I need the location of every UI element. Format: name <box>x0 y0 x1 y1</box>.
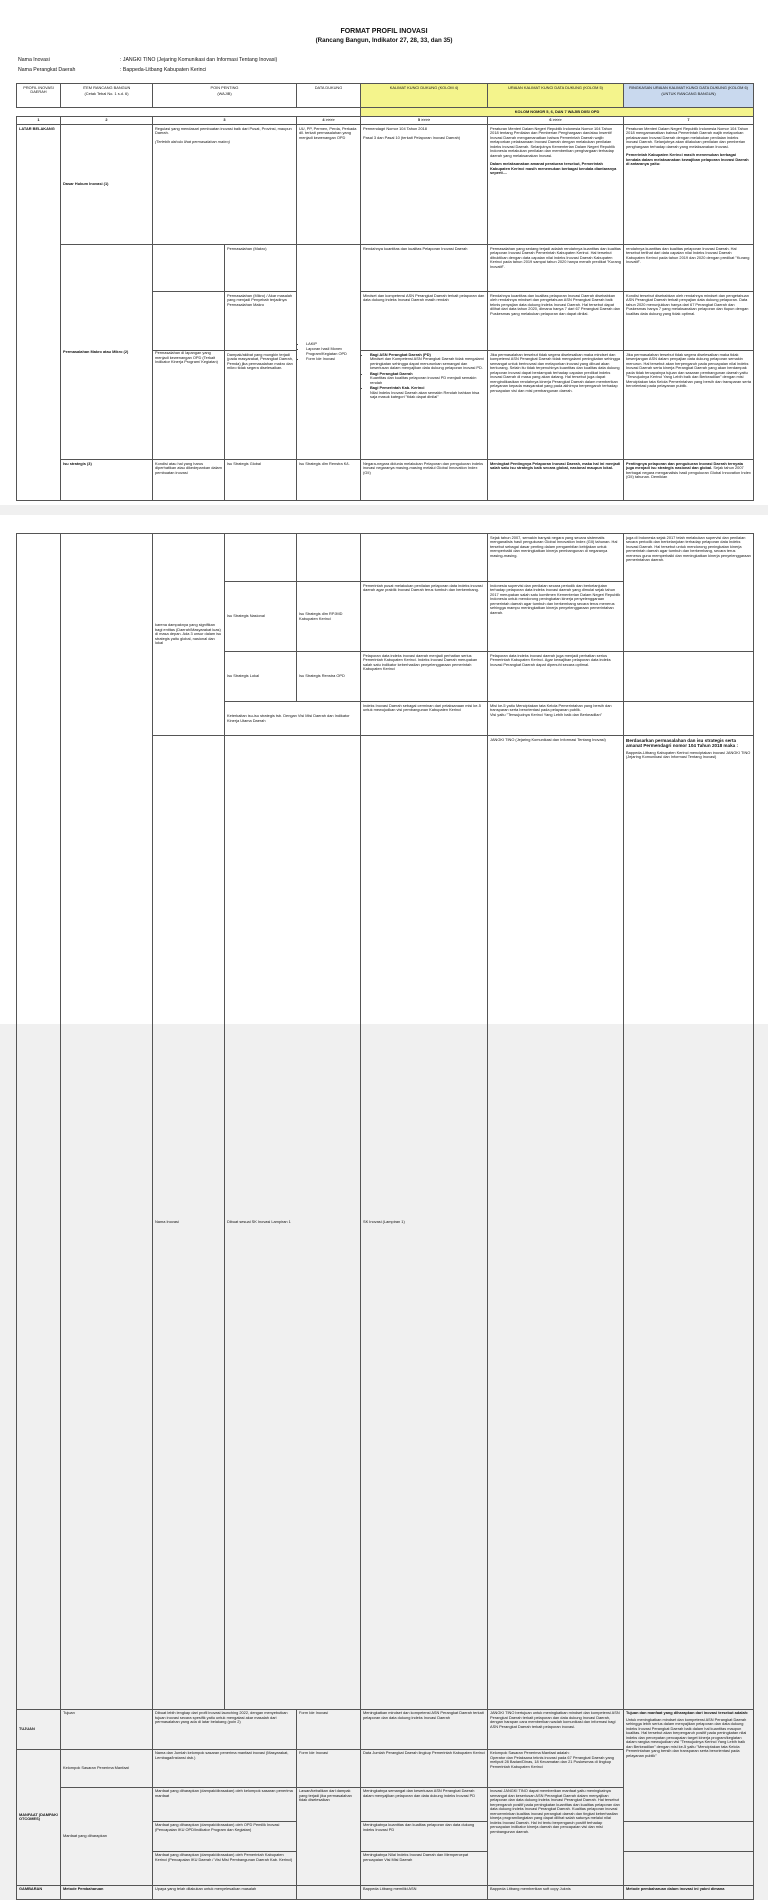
col-number: 6 >>>> <box>488 116 624 125</box>
col-header-ringkasan <box>624 84 754 108</box>
profil-inovasi-table-continued <box>16 533 754 1900</box>
uraian-global-continued: Sejak tahun 2007, semakin banyak negara yang secara sistematis menganalisis hasil pengukuran Global Innovation Index (GII) tahunan. Hal tersebut sebagai dasar penting dalam pengambilan kebijakan untuk memperbaiki dan meningkatkan kinerja pembangunan di negaranya masing-masing. <box>488 534 624 582</box>
kalimat-kunci-manfaat-2: Meningkatnya kuantitas dan kualitas pelaporan dan data dukung indeks Inovasi PD <box>361 1821 488 1851</box>
isu-poin-continued: karena dampaknya yang signifikan bagi entitas (Daerah/Masyarakat luas) di masa depan. Ada 3 unsur dalam isu strategis yaitu global, nasional dan lokal <box>153 534 225 736</box>
document-page-1 <box>0 0 768 505</box>
list-item: • Laporan hasil Monev Program/Kegiatan OPD <box>306 347 358 356</box>
empty-cell <box>17 108 361 117</box>
uraian-dampak: Jika permasalahan tersebut tidak segera diselesaikan maka mindset dan kompetensi ASN Perangkat Daerah tidak mengalami peningkatan sehingga semangat untuk berinovasi dan melaporkan inovasi yang dibuat akan berkurang. Selain itu tidak terpenuhinya kuantitas dan kualitas data dukung pelaporan inovasi dapat berdampak terhadap capaian predikat indeks Inovasi Daerah di masa yang akan datang. Hal tersebut juga dapat mengindikasikan rendahnya kinerja Perangkat Daerah dalam memberikan pelayanan kepada masyarakat yang pada akhirnya berpengaruh terhadap pencapaian visi dan misi pembangunan daerah. <box>488 351 624 460</box>
isu-global-name: Isu Strategis Global <box>225 460 297 500</box>
table-row <box>17 1885 754 1899</box>
empty-cell <box>297 1885 361 1899</box>
data-dukung-permasalahan <box>297 245 361 460</box>
data-dukung-isu-global: Isu Strategis dlm Renstra K/L <box>297 460 361 501</box>
kolom-note-row <box>17 108 754 117</box>
ringkasan-text: Sejak tahun 2007 berbagai negara menganalisis hasil pengukuran Global Innovation Index (GII) tahunan. Demikian <box>626 465 751 479</box>
ringkasan-tujuan <box>624 1709 754 1821</box>
permasalahan-makro-name: Permasalahan (Makro) <box>225 245 297 291</box>
isu-nasional-name: Isu Strategis Nasional <box>225 582 297 652</box>
col-number: 1 <box>17 116 61 125</box>
empty-cell <box>17 534 61 1710</box>
dampak-list <box>363 353 485 400</box>
poin-isu-global <box>153 460 297 501</box>
ringkasan-global-continued: juga di Indonesia sejak 2017 telah melakukan supervisi dan penilaian secara periodik dan berkelanjutan terhadap pelaporan data Indeks Inovasi Daerah. Hal tersebut untuk mendorong peningkatan kinerja pemerintah daerah agar tumbuh dan berkembang, secara terus menerus guna memperbaiki dan meningkatkan kinerja penyelenggaraan pemerintahan daerah. <box>624 534 754 652</box>
empty-cell <box>624 702 754 736</box>
dampak-title: Bagi Perangkat Daerah <box>370 370 413 376</box>
col-header-item-text: ITEM RANCANG BANGUN <box>82 84 131 90</box>
col-header-data-dukung: DATA DUKUNG <box>297 84 361 108</box>
col-header-poin <box>153 84 297 108</box>
uraian-keterkaitan: Misi ke-5 yaitu Menciptakan tata Kelola Pemerintahan yang bersih dan transparan serta berorientasi pada pelayanan publik. Visi yaitu "Terwujudnya Kerinci Yang Lebih baik dan Berkeadilan" <box>488 702 624 736</box>
kalimat-kunci-nama: JANGKI TINO (Jejaring Komunikasi dan Informasi Tentang Inovasi) <box>488 736 624 1710</box>
item-metode-pembaharuan: Metode Pembaharuan <box>61 1885 153 1899</box>
kalimat-kunci-nasional: Pemerintah pusat melakukan penilaian pelaporan data indeks inovasi daerah agar praktik Inovasi Daerah terus tumbuh dan berkembang. <box>361 582 488 652</box>
empty-cell <box>624 1851 754 1885</box>
meta-value: : Bappeda-Litbang Kabupaten Kerinci <box>120 67 207 73</box>
item-kelompok-sasaran: Kelompok Sasaran Penerima Manfaat <box>61 1749 153 1787</box>
uraian-bold: Berdasarkan permasalahan dan isu strategis serta amanat Permendagri nomor 104 Tahun 2018 maka : <box>626 737 738 748</box>
ringkasan-dampak: Jika permasalahan tersebut tidak segera diselesaikan maka tidak kesenjangan ASN dalam penyajian data dukung pelaporan semakin menurun. Hal tersebut akan berpengaruh pada pencapaian nilai indeks Inovasi Daerah serta kinerja Perangkat Daerah yang akan berdampak pada tidak tercapainya tujuan dan sasaran pembangunan daerah yaitu "Terwujudnya Kerinci Yang Lebih baik dan Berkeadilan" dengan misi Menciptakan tata Kelola Pemerintahan yang bersih dan transparan serta berorientasi pada pelayanan publik. <box>624 351 754 460</box>
poin-tujuan: Dibuat lebih lengkap dari profil inovasi launching 2022, dengan menyebutkan tujuan inovasi secara spesifik yaitu untuk mengatasi akar masalah dari permasalahan yang ada di latar belakang (poin 2) <box>153 1709 297 1749</box>
kalimat-kunci-metode: Bappeda Litbang memiliki ASN <box>361 1885 488 1899</box>
data-dukung-lokal: Isu Strategis Renstra OPD <box>297 652 361 702</box>
document-title: FORMAT PROFIL INOVASI <box>340 28 428 35</box>
keterkaitan-isu: Keterkaitan isu-isu strategis tsb. Dengan Visi Misi Daerah dan Indikator Kinerja Utama Daerah <box>225 702 361 736</box>
dampak-name: Dampak/akibat yang mungkin terjadi (pada masyarakat, Perangkat Daerah, Pemda) jika permasalahan makro dan mikro tidak segera diselesaikan. <box>225 351 297 459</box>
ringkasan-text: Untuk meningkatkan mindset dan kompetensi ASN Perangkat Daerah sehingga lebih serius dalam menyajikan pelaporan dan data dukung indeks Inovasi Perangkat Daerah baik dalam hal kuantitas maupun kualitas. Hal tersebut akan berpengaruh positif pada peningkatan nilai indeks dan percepatan pencapaian target kinerja program/kegiatan dalam rangka mewujudkan visi "Terwujudnya Kerinci Yang Lebih baik dan Berkeadilan" dengan misi ke-5 yaitu "Menciptakan tata Kelola Pemerintahan yang bersih dan transparan serta berorientasi pada pelayanan publik" <box>626 1716 747 1758</box>
meta-value: : JANGKI TINO (Jejaring Komunikasi dan Informasi Tentang Inovasi) <box>120 57 278 63</box>
data-dukung-manfaat: Lawan/kebalikan dari dampak yang terjadi jika permasalahan tidak diselesaikan <box>297 1787 361 1885</box>
poin-kelompok-sasaran: Nama dan Jumlah kelompok sasaran penerima manfaat inovasi (Masyarakat, Lembaga/Instansi dsb.) <box>153 1749 297 1787</box>
poin-metode: Upaya yang telah dilakukan untuk menyelesaikan masalah <box>153 1885 297 1899</box>
dampak-text: Nilai Indeks Inovasi Daerah akan semakin Rendah bahkan bisa saja masuk kategori "tidak dapat dinilai" <box>370 389 480 399</box>
meta-label: Nama Inovasi <box>18 57 50 63</box>
kalimat-kunci-dasar-hukum: Permendagri Nomor 104 Tahun 2018 Pasal 3 dan Pasal 10 (terkait Pelaporan Inovasi Daerah) <box>361 125 488 245</box>
dampak-title: Bagi Pemerintah Kab. Kerinci <box>370 385 425 390</box>
empty-cell <box>225 534 297 582</box>
poin-manfaat-3: Manfaat yang diharapkan (dampak/dirasakan) oleh Pemerintah Kabupaten Kerinci (Pencapaian IKU Daerah / Visi Misi Pembangunan Daerah Kab. Kerinci) <box>153 1851 297 1885</box>
isu-poin-text: Kondisi atau hal yang harus diperhatikan atau dikedepankan dalam pembuatan inovasi <box>155 460 222 475</box>
ringkasan-bold: Pentingnya pelaporan dan pengukuran Inovasi Daerah ternyata juga menjadi isu strategis nasional dan global. <box>626 460 743 470</box>
item-permasalahan: Permasalahan Makro atau Mikro (2) <box>61 245 153 460</box>
poin-split <box>153 460 296 500</box>
section-manfaat: MANFAAT (DAMPAK/ OTCOMES) <box>17 1749 61 1885</box>
item-tujuan: Tujuan <box>61 1709 153 1749</box>
kalimat-kunci-isu-global: Negara-negara didunia melakukan Pelaporan dan pengukuran indeks inovasi negaranya masing-masing melalui Global Innovation Index (GII) <box>361 460 488 501</box>
section-gambaran: GAMBARAN <box>17 1885 61 1899</box>
empty-cell <box>297 534 361 582</box>
uraian-dasar-hukum <box>488 125 624 245</box>
kalimat-kunci-mikro: Mindset dan kompetensi ASN Perangkat Daerah terkait pelaporan dan data dukung indeks Inovasi Daerah masih rendah <box>361 292 488 351</box>
uraian-isu-global: Meningkat Pentingnya Pelaporan Inovasi Daerah, maka hal ini menjadi salah satu isu strategis baik secara global, nasional maupun lokal. <box>488 460 624 501</box>
list-item: • LAKIP <box>306 342 358 347</box>
kalimat-kunci-kelompok: Data Jumlah Perangkat Daerah lingkup Pemerintah Kabupaten Kerinci <box>361 1749 488 1787</box>
col-header-poin-text: POIN PENTING <box>210 84 239 90</box>
kalimat-kunci-dampak <box>361 351 488 460</box>
col-header-ringkasan-text: RINGKASAN URAIAN KALIMAT KUNCI DATA DUKUNG (KOLOM 6) <box>629 84 748 90</box>
uraian-lokal: Pelaporan data indeks inovasi daerah juga menjadi perhatian serius Pemerintah Kabupaten Kerinci. Agar kewajiban pelaporan data indeks Inovasi Perangkat Daerah dapat dipenuhi secara optimal. <box>488 652 624 702</box>
empty-cell <box>61 534 153 1710</box>
col-number: 3 <box>153 116 297 125</box>
data-dukung-nasional: Isu Strategis dlm RPJMD Kabupaten Kerinci <box>297 582 361 652</box>
poin-manfaat-1: Manfaat yang diharapkan (dampak/dirasakan) oleh kelompok sasaran penerima manfaat <box>153 1787 297 1821</box>
poin-nama-inovasi: Dibuat sesuai SK Inovasi Lampiran 1 <box>225 736 361 1710</box>
col-number: 7 <box>624 116 754 125</box>
poin-permasalahan-text: Permasalahan di lapangan yang menjadi kewenangan OPD (Terkait Indikator Kinerja Program/ Kegiatan) <box>155 350 218 364</box>
dampak-text: Kuantitas dan kualitas pelaporan inovasi PD menjadi semakin rendah <box>370 375 477 385</box>
data-dukung-nama: SK Inovasi (Lampiran 1) <box>361 736 488 1710</box>
poin-note: (Terlebih dahulu lihat permasalahan makro) <box>155 138 230 144</box>
col-header-kalimat-kunci: KALIMAT KUNCI DUKUNG (KOLOM 4) <box>361 84 488 108</box>
item-dasar-hukum: Dasar Hukum Inovasi (1) <box>61 125 153 245</box>
col-number: 4 >>>> <box>297 116 361 125</box>
section-tujuan: TUJUAN <box>17 1709 61 1749</box>
empty-cell <box>153 292 225 350</box>
table-row <box>17 125 754 245</box>
list-item <box>370 372 485 386</box>
empty-cell <box>361 534 488 582</box>
ringkasan-bold: Pemerintah Kabupaten Kerinci masih menemukan berbagai kendala dalam melaksanakan kewajiban pelaporan Inovasi Daerah di antaranya yaitu: <box>626 152 749 166</box>
ringkasan-dasar-hukum <box>624 125 754 245</box>
col-header-profil: PROFIL INOVASI DAERAH <box>17 84 61 108</box>
data-dukung-list <box>299 342 358 362</box>
empty-cell <box>624 652 754 702</box>
col-header-item-sub: (Cetak Tebal No. 1 s.d. 6) <box>84 91 129 96</box>
uraian-tujuan: JANGKI TINO bertujuan untuk meningkatkan mindset dan kompetensi ASN Perangkat Daerah terkait pelaporan dan data dukung Inovasi Daerah, dengan harapan cara memberikan wadah komunikasi dan informasi bagi ASN Perangkat Daerah terkait pelaporan inovasi. <box>488 1709 624 1749</box>
kalimat-kunci-keterkaitan: Indeks Inovasi Daerah sebagai cerminan dari pelaksanaan misi ke-5 untuk mewujudkan visi pembangunan Kabupaten Kerinci <box>361 702 488 736</box>
data-dukung-tujuan: Form Ide Inovasi <box>297 1709 361 1749</box>
col-number: 5 >>>> <box>361 116 488 125</box>
item-manfaat-harapan: Manfaat yang diharapkan <box>61 1787 153 1885</box>
profil-inovasi-table <box>16 83 754 501</box>
poin-dampak <box>153 351 297 460</box>
ringkasan-metode: Metode pembaharuan dalam inovasi ini yakni dimana <box>624 1885 754 1899</box>
table-row <box>17 245 754 292</box>
poin-manfaat-2: Manfaat yang diharapkan (dampak/dirasakan) oleh OPD Pemilik Inovasi (Pencapaian IKU OPD/Indikator Program dan Kegiatan) <box>153 1821 297 1851</box>
uraian-nasional: Indonesia supervisi dan penilaian secara periodik dan berkelanjutan terhadap pelaporan data indeks inovasi daerah yang dimulai sejak tahun 2017 merupakan salah satu komitmen Kementerian Dalam Negeri Republik Indonesia untuk mendorong peningkatan kinerja penyelenggaraan pemerintah daerah agar tumbuh dan berkembang secara terus menerus sehingga mampu meningkatkan kinerja penyelenggaraan pemerintahan daerah. <box>488 582 624 652</box>
document-subtitle: (Rancang Bangun, Indikator 27, 28, 33, dan 35) <box>315 37 453 44</box>
empty-cell <box>624 1821 754 1851</box>
col-header-poin-sub: (WAJIB) <box>217 91 232 96</box>
column-number-row <box>17 116 754 125</box>
col-header-ringkasan-sub: (UNTUK RANCANG BANGUN) <box>661 91 716 96</box>
col-number: 2 <box>61 116 153 125</box>
ringkasan-text: Peraturan Menteri Dalam Negeri Republik Indonesia Nomor 104 Tahun 2018 mengamanatkan bahwa Pemerintah Daerah wajib melaporkan pelaksanaan Inovasi Daerah dengan melakukan penilaian indeks inovasi Daerah. Selanjutnya akan dilakukan penilaian dan pemberian penghargaan terhadap daerah yang melaksanakan Inovasi. <box>626 125 749 149</box>
ringkasan-bold: Tujuan dan manfaat yang diharapkan dari inovasi tersebut adalah: <box>626 1710 749 1715</box>
poin-split <box>153 351 296 459</box>
col-header-uraian: URAIAN KALIMAT KUNCI DATA DUKUNG (KOLOM 5) <box>488 84 624 108</box>
item-isu-strategis: Isu strategis (3) <box>61 460 153 501</box>
ringkasan-isu-global <box>624 460 754 501</box>
kalimat-kunci-makro: Rendahnya kuantitas dan kualitas Pelaporan Inovasi Daerah <box>361 245 488 292</box>
kalimat-kunci-manfaat-3: Meningkatnya Nilai Indeks Inovasi Daerah dan Mempercepat pencapaian Visi Misi Daerah <box>361 1851 488 1885</box>
header-row <box>17 84 754 108</box>
poin-split <box>153 245 296 291</box>
table-row <box>17 534 754 582</box>
section-latar-belakang: LATAR BELAKANG <box>17 125 61 501</box>
meta-label: Nama Perangkat Daerah <box>18 67 76 73</box>
poin-text: Regulasi yang mendasari pembuatan inovasi baik dari Pusat, Provinsi, maupun Daerah. <box>155 125 292 135</box>
kalimat-kunci-lokal: Pelaporan data indeks inovasi daerah menjadi perhatian serius Pemerintah Kabupaten Kerinci. Indeks Inovasi Daerah merupakan salah satu indikator keberhasilan penyelenggaraan pemerintah Kabupaten Kerinci <box>361 652 488 702</box>
kolom-wajib-note: KOLOM NOMOR 5, 6, DAN 7 WAJIB DIISI OPD <box>361 108 754 117</box>
data-dukung-kelompok: Form Ide Inovasi <box>297 1749 361 1787</box>
data-dukung-dasar-hukum: UU, PP, Permen, Perda, Perkada dll. terkait permasalahan yang menjadi kewenangan OPD <box>297 125 361 245</box>
uraian-bold: Dalam melaksanakan amanat peraturan tersebut, Pemerintah Kabupaten Kerinci masih menemukan berbagai kendala diantaranya seperti.... <box>490 161 617 175</box>
list-item <box>370 353 485 371</box>
poin-split <box>153 292 296 350</box>
uraian-manfaat: Inovasi JANGKI TINO dapat memberikan manfaat yaitu meningkatnya semangat dan keseriusan ASN Perangkat Daerah dalam menyajikan pelaporan dan data dukung indeks Inovasi Perangkat Daerah. Hal tersebut berpengaruh positif pada peningkatan kuantitas dan kualitas pelaporan dan data dukung indeks Inovasi Perangkat Daerah. Kualitas pelaporan inovasi mencerminkan kualitas inovasi perangkat daerah dan tingkat keberhasilan kinerja program/kegiatan yang dapat dilihat salah satunya melalui nilai Indeks Inovasi Daerah. Hal ini tentu berpengaruh positif terhadap pencapaian indikator kinerja daerah dan pencapaian visi dan misi pembangunan daerah. <box>488 1787 624 1885</box>
permasalahan-mikro-name: Permasalahan (Mikro) / Akar masalah yang menjadi Penyebab terjadinya Permasalahan Makro <box>225 292 297 350</box>
document-page-2 <box>0 515 768 1891</box>
uraian-mikro: Rendahnya kuantitas dan kualitas pelaporan Inovasi Daerah disebabkan oleh rendahnya mindset dan pengetahuan ASN Perangkat Daerah baik teknis penyajian data dukung indeks Inovasi Daerah. Hal tersebut dapat dilihat dari data tahun 2020, dimana hanya 7 dari 67 Perangkat Daerah dan Puskesmas yang melakukan pelaporan dan dapat dinilai. <box>488 292 624 351</box>
kalimat-kunci-tujuan: Meningkatkan mindset dan kompetensi ASN Perangkat Daerah terkait pelaporan dan data dukung indeks Inovasi Daerah <box>361 1709 488 1749</box>
uraian-kelompok: Kelompok Sasaran Penerima Manfaat adalah: Operator dan Pelaksana teknis inovasi pada 67 Perangkat Daerah yang meliputi 28 Badan/Dinas, 18 Kecamatan dan 21 Puskesmas di lingkup Pemerintah Kabupaten Kerinci <box>488 1749 624 1787</box>
poin-permasalahan <box>153 245 297 292</box>
table-row <box>17 1709 754 1749</box>
ringkasan-makro: rendahnya kuantitas dan kualitas pelaporan Inovasi Daerah. Hal tersebut terlihat dari data capaian nilai Indeks Inovasi Daerah Kabupaten Kerinci pada tahun 2019 dan 2020 dengan predikat "Kurang Inovatif". <box>624 245 754 292</box>
kalimat-kunci-manfaat-1: Meningkatnya semangat dan keseriusan ASN Perangkat Daerah dalam menyajikan pelaporan dan data dukung indeks Inovasi PD <box>361 1787 488 1821</box>
uraian-metode: Bappeda Litbang memberikan soft copy Juknis <box>488 1885 624 1899</box>
item-nama-inovasi: Nama Inovasi <box>153 736 225 1710</box>
dampak-title: Bagi ASN Perangkat Daerah (PD) <box>370 351 431 357</box>
poin-mikro <box>153 292 297 351</box>
table-row <box>17 460 754 501</box>
col-header-item <box>61 84 153 108</box>
uraian-text: Bappeda-Litbang Kabupaten Kerinci menciptakan inovasi JANGKI TINO (Jejaring Komunikasi dan Informasi Tentang Inovasi) <box>626 749 751 759</box>
list-item <box>370 386 485 400</box>
uraian-text: Peraturan Menteri Dalam Negeri Republik Indonesia Nomor 104 Tahun 2018 tentang Penilaian dan Pemberian Penghargaan dan/atau Insentif Inovasi Daerah mengamanatkan bahwa Pemerintah Daerah wajib melaporkan pelaksanaan Inovasi Daerah dengan melakukan penilaian indeks inovasi Daerah. Selanjutnya Kementerian Dalam Negeri Republik Indonesia melakukan penilaian dan memberikan penghargaan terhadap daerah yang melaksanakan Inovasi. <box>490 125 616 158</box>
dampak-text: Mindset dan Kompetensi ASN Perangkat Daerah tidak mengalami peningkatan sehingga dapat menurunkan semangat dan keseriusan dalam menyajikan data dukung pelaporan inovasi PD. <box>370 356 484 370</box>
list-item: • Form Ide Inovasi <box>306 357 358 362</box>
poin-dasar-hukum <box>153 125 297 245</box>
uraian-nama <box>624 736 754 1710</box>
empty-cell <box>153 245 225 291</box>
isu-lokal-name: Isu Strategis Lokal <box>225 652 297 702</box>
ringkasan-mikro: Kondisi tersebut disebabkan oleh rendahnya mindset dan pengetahuan ASN Perangkat Daerah terkait penyajian data dukung pelaporan. Data tahun 2020 menunjukkan hanya dari 67 Perangkat Daerah dan Puskesmas hanya 7 yang melaksanakan pelaporan dan itupun dengan kualitas data dukung yang tidak optimal. <box>624 292 754 351</box>
uraian-makro: Permasalahan yang sedang terjadi adalah rendahnya kuantitas dan kualitas pelaporan Inovasi Daerah Pemerintah Kabupaten Kerinci. Hal tersebut dibuktikan dengan data capaian nilai indeks Inovasi Daerah Kabupaten Kerinci pada tahun 2019 sampai tahun 2020 hanya meraih predikat "Kurang Inovatif". <box>488 245 624 292</box>
